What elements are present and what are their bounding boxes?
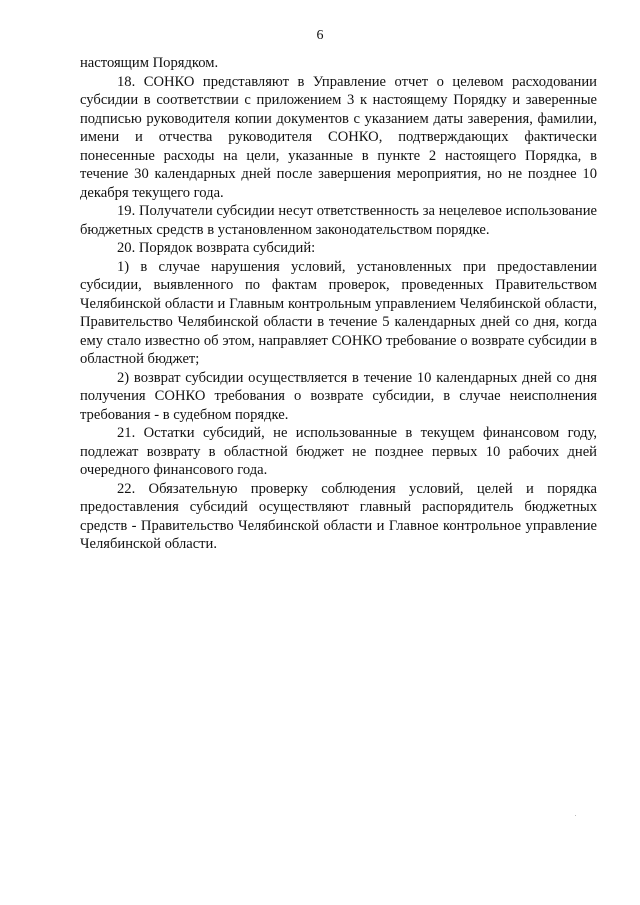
- paragraph-item-19: 19. Получатели субсидии несут ответственность за нецелевое использование бюджетных средств в установленном законодательством порядке.: [80, 203, 597, 238]
- paragraph-item-22: 22. Обязательную проверку соблюдения условий, целей и порядка предоставления субсидий осуществляют главный распорядитель бюджетных средств - Правительство Челябинской области и Главное контрольное управление Челябинской области.: [80, 480, 597, 552]
- paragraph-continuation: настоящим Порядком.: [80, 55, 219, 71]
- paragraph-item-21: 21. Остатки субсидий, не использованные в текущем финансовом году, подлежат возврату в областной бюджет не позднее первых 10 рабочих дней очередного финансового года.: [80, 425, 597, 478]
- paragraph-item-20-2: 2) возврат субсидии осуществляется в течение 10 календарных дней со дня получения СОНКО требования о возврате субсидии, в случае неисполнения требования - в судебном порядке.: [80, 369, 597, 423]
- paragraph-item-18: 18. СОНКО представляют в Управление отчет о целевом расходовании субсидии в соответствии с приложением 3 к настоящему Порядку и заверенные подписью руководителя копии документов с указанием даты заверения, фамилии, имени и отчества руководителя СОНКО, подтверждающих фактически понесенные расходы на цели, указанные в пункте 2 настоящего Порядка, в течение 30 календарных дней после завершения мероприятия, но не позднее 10 декабря текущего года.: [80, 73, 597, 201]
- page-number: 6: [316, 28, 324, 43]
- paragraph-item-20: 20. Порядок возврата субсидий:: [117, 240, 316, 256]
- document-body: [80, 54, 597, 554]
- scan-speck: [575, 815, 576, 816]
- paragraph-item-20-1: 1) в случае нарушения условий, установленных при предоставлении субсидии, выявленного по фактам проверок, проведенных Правительством Челябинской области и Главным контрольным управлением Челябинской области, Правительство Челябинской области в течение 5 календарных дней со дня, когда ему стало известно об этом, направляет СОНКО требование о возврате субсидии в областной бюджет;: [80, 258, 597, 367]
